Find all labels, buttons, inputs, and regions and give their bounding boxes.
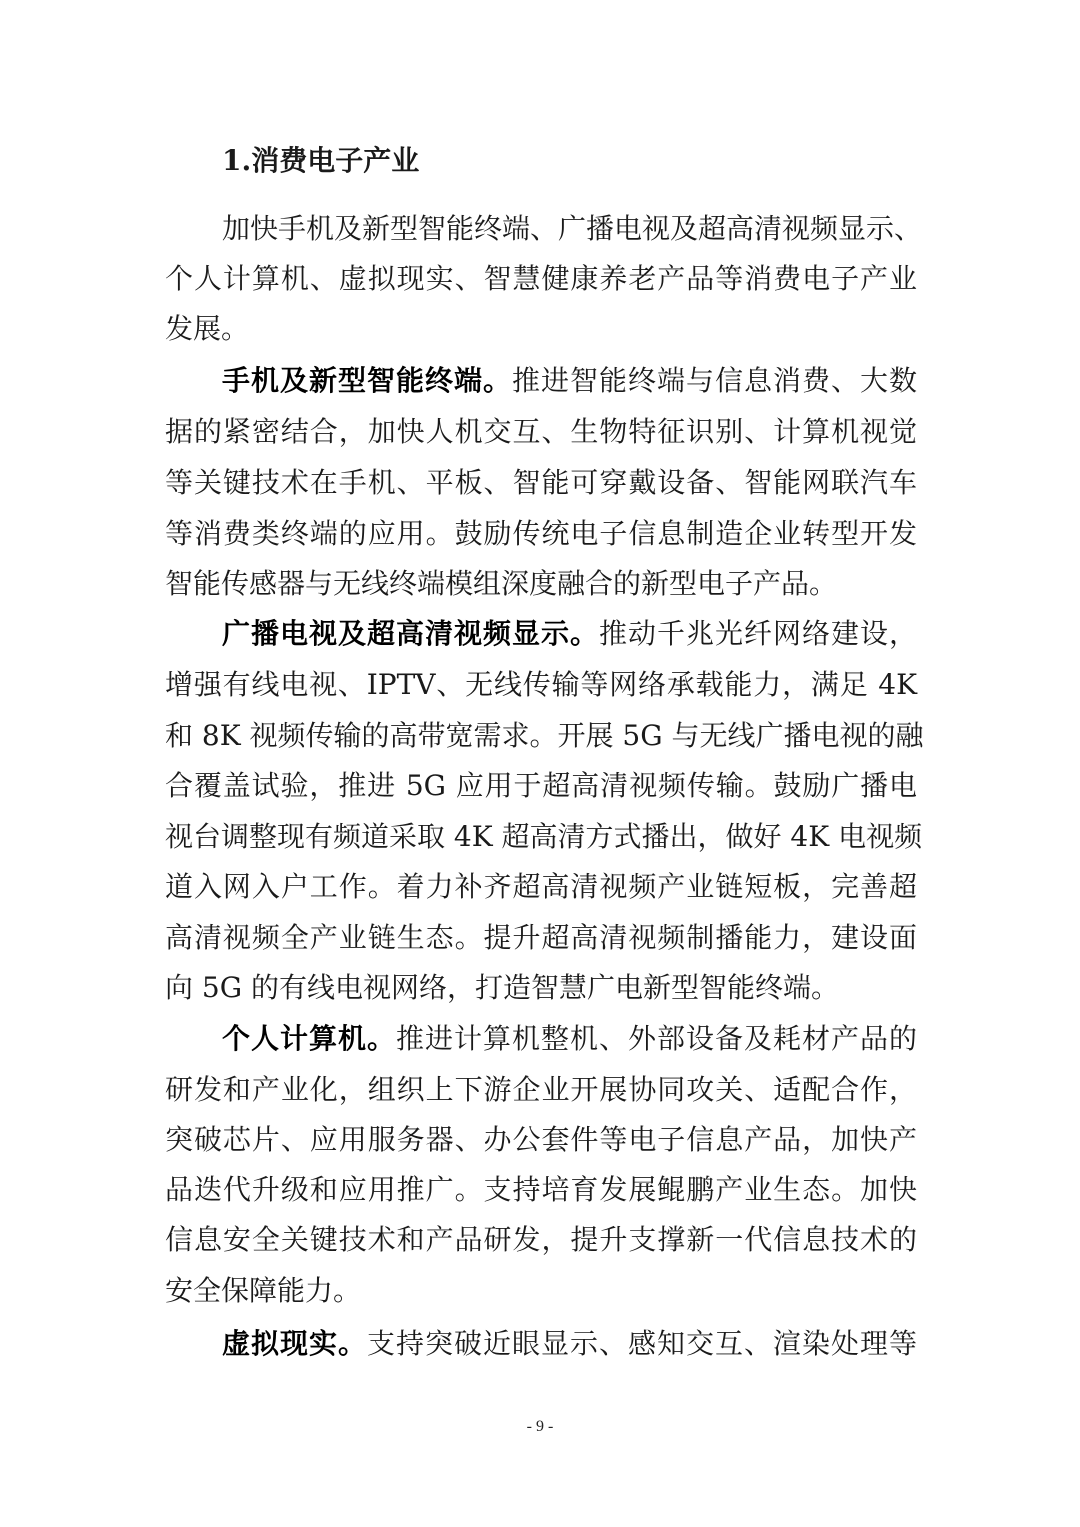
paragraph-line: 研发和产业化，组织上下游企业开展协同攻关、适配合作，: [165, 1073, 917, 1106]
paragraph-line: 品迭代升级和应用推广。支持培育发展鲲鹏产业生态。加快: [165, 1173, 917, 1206]
paragraph-line: 和 8K 视频传输的高带宽需求。开展 5G 与无线广播电视的融: [165, 719, 924, 752]
paragraph-line: 智能传感器与无线终端模组深度融合的新型电子产品。: [165, 567, 838, 600]
paragraph-text: 推动千兆光纤网络建设，: [598, 617, 917, 650]
paragraph-line: 据的紧密结合，加快人机交互、生物特征识别、计算机视觉: [165, 415, 917, 448]
paragraph-first-line: [222, 616, 917, 652]
paragraph-line: 安全保障能力。: [165, 1274, 362, 1307]
paragraph-line: 等关键技术在手机、平板、智能可穿戴设备、智能网联汽车: [165, 466, 917, 499]
paragraph-title: 虚拟现实。: [222, 1327, 367, 1360]
paragraph-line: 信息安全关键技术和产品研发，提升支撑新一代信息技术的: [165, 1223, 917, 1256]
paragraph-title: 个人计算机。: [222, 1022, 396, 1055]
paragraph-first-line: [222, 363, 917, 399]
section-heading: 1.消费电子产业: [222, 144, 420, 177]
paragraph-line: 合覆盖试验，推进 5G 应用于超高清视频传输。鼓励广播电: [165, 769, 917, 802]
intro-line: 发展。: [165, 312, 250, 345]
paragraph-line: 视台调整现有频道采取 4K 超高清方式播出，做好 4K 电视频: [165, 820, 923, 853]
paragraph-title: 手机及新型智能终端。: [222, 364, 512, 397]
paragraph-first-line: [222, 1021, 917, 1057]
paragraph-line: 等消费类终端的应用。鼓励传统电子信息制造企业转型开发: [165, 517, 917, 550]
intro-line: 个人计算机、虚拟现实、智慧健康养老产品等消费电子产业: [165, 262, 917, 295]
intro-line: 加快手机及新型智能终端、广播电视及超高清视频显示、: [222, 212, 923, 245]
paragraph-line: 突破芯片、应用服务器、办公套件等电子信息产品，加快产: [165, 1123, 917, 1156]
paragraph-line: 道入网入户工作。着力补齐超高清视频产业链短板，完善超: [165, 870, 917, 903]
paragraph-title: 广播电视及超高清视频显示。: [222, 617, 599, 650]
paragraph-text: 支持突破近眼显示、感知交互、渲染处理等: [367, 1327, 917, 1360]
paragraph-text: 推进智能终端与信息消费、大数: [512, 364, 917, 397]
paragraph-line: 向 5G 的有线电视网络，打造智慧广电新型智能终端。: [165, 971, 839, 1004]
paragraph-text: 推进计算机整机、外部设备及耗材产品的: [396, 1022, 917, 1055]
paragraph-line: 增强有线电视、IPTV、无线传输等网络承载能力，满足 4K: [165, 668, 917, 701]
paragraph-first-line: [222, 1326, 917, 1362]
paragraph-line: 高清视频全产业链生态。提升超高清视频制播能力，建设面: [165, 921, 917, 954]
page-number: - 9 -: [526, 1418, 554, 1435]
